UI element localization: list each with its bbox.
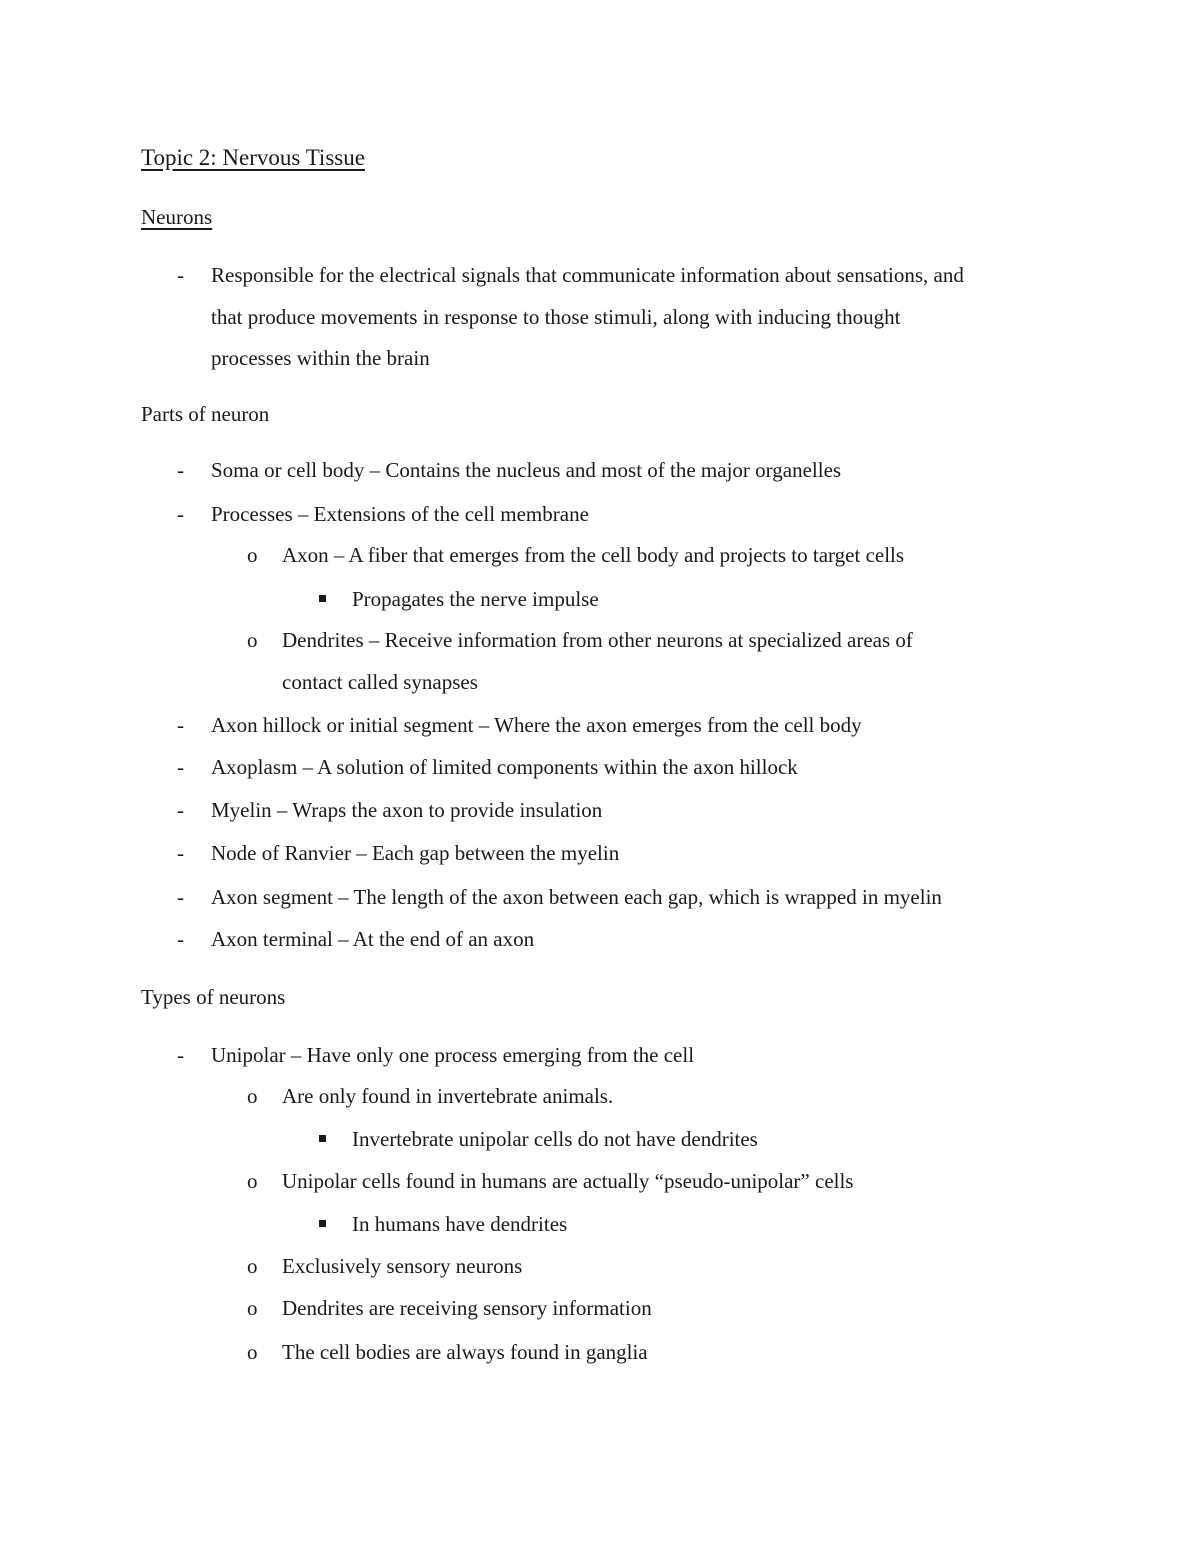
list-item-receiving: Dendrites are receiving sensory information	[282, 1296, 652, 1320]
list-item-ganglia: The cell bodies are always found in ganglia	[282, 1340, 648, 1364]
section-heading-parts: Parts of neuron	[141, 402, 270, 426]
circle-bullet: o	[247, 628, 258, 652]
paragraph-line: processes within the brain	[211, 346, 430, 370]
list-item-pseudo: Unipolar cells found in humans are actually “pseudo-unipolar” cells	[282, 1169, 854, 1193]
circle-bullet: o	[247, 1340, 258, 1364]
list-item-invertebrate-sub: Invertebrate unipolar cells do not have dendrites	[352, 1127, 758, 1151]
list-item-axoplasm: Axoplasm – A solution of limited components within the axon hillock	[211, 755, 798, 779]
list-item-dendrites-cont: contact called synapses	[282, 670, 478, 694]
dash-bullet: -	[177, 927, 184, 951]
circle-bullet: o	[247, 1296, 258, 1320]
list-item-hillock: Axon hillock or initial segment – Where the axon emerges from the cell body	[211, 713, 862, 737]
page-title: Topic 2: Nervous Tissue	[141, 145, 365, 170]
paragraph-line: that produce movements in response to those stimuli, along with inducing thought	[211, 305, 901, 329]
square-bullet-icon	[319, 1135, 326, 1142]
dash-bullet: -	[177, 458, 184, 482]
circle-bullet: o	[247, 1254, 258, 1278]
list-item-axon: Axon – A fiber that emerges from the cell body and projects to target cells	[282, 543, 905, 567]
section-heading-types: Types of neurons	[141, 985, 286, 1009]
dash-bullet: -	[177, 263, 184, 287]
dash-bullet: -	[177, 841, 184, 865]
dash-bullet: -	[177, 755, 184, 779]
list-item-node: Node of Ranvier – Each gap between the myelin	[211, 841, 620, 865]
list-item-myelin: Myelin – Wraps the axon to provide insulation	[211, 798, 603, 822]
circle-bullet: o	[247, 1084, 258, 1108]
dash-bullet: -	[177, 885, 184, 909]
square-bullet-icon	[319, 1220, 326, 1227]
dash-bullet: -	[177, 1043, 184, 1067]
list-item-unipolar: Unipolar – Have only one process emerging from the cell	[211, 1043, 695, 1067]
list-item-dendrites: Dendrites – Receive information from other neurons at specialized areas of	[282, 628, 913, 652]
dash-bullet: -	[177, 798, 184, 822]
square-bullet-icon	[319, 595, 326, 602]
dash-bullet: -	[177, 502, 184, 526]
circle-bullet: o	[247, 1169, 258, 1193]
list-item-terminal: Axon terminal – At the end of an axon	[211, 927, 535, 951]
list-item-soma: Soma or cell body – Contains the nucleus and most of the major organelles	[211, 458, 842, 482]
list-item-segment: Axon segment – The length of the axon between each gap, which is wrapped in myelin	[211, 885, 942, 909]
list-item-axon-sub: Propagates the nerve impulse	[352, 587, 599, 611]
list-item-sensory: Exclusively sensory neurons	[282, 1254, 523, 1278]
list-item-processes: Processes – Extensions of the cell membrane	[211, 502, 589, 526]
list-item-invertebrate: Are only found in invertebrate animals.	[282, 1084, 614, 1108]
paragraph-line: Responsible for the electrical signals that communicate information about sensations, and	[211, 263, 964, 287]
list-item-pseudo-sub: In humans have dendrites	[352, 1212, 568, 1236]
circle-bullet: o	[247, 543, 258, 567]
section-heading-neurons: Neurons	[141, 205, 213, 229]
dash-bullet: -	[177, 713, 184, 737]
